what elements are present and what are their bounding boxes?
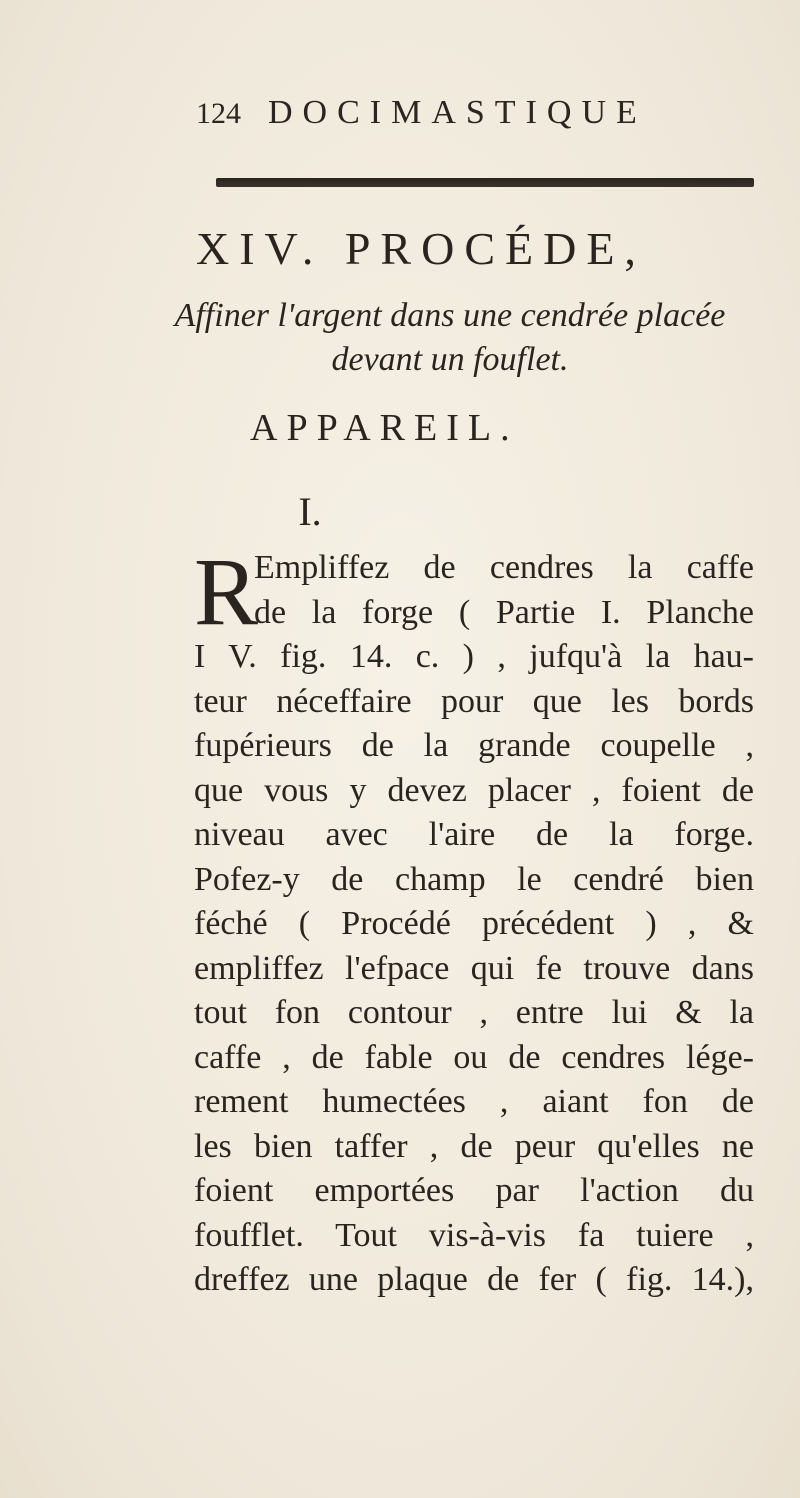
- text-line: caffe , de fable ou de cendres lége-: [194, 1038, 754, 1076]
- text-line: Empliffez de cendres la caffe: [254, 549, 754, 586]
- text-line: de la forge ( Partie I. Planche: [254, 593, 754, 631]
- subtitle-line: devant un fouflet.: [331, 341, 569, 378]
- text-line: féché ( Procédé précédent ) , &: [194, 905, 754, 942]
- text-line: fupérieurs de la grande coupelle ,: [194, 727, 754, 764]
- appareil-heading: APPAREIL.: [250, 407, 519, 449]
- running-title: DOCIMASTIQUE: [268, 94, 647, 131]
- text-line: foufflet. Tout vis-à-vis fa tuiere ,: [194, 1216, 754, 1254]
- subtitle-line: Affiner l'argent dans une cendrée placée: [174, 297, 726, 334]
- running-head: [196, 86, 756, 133]
- body-text: [194, 538, 754, 1303]
- text-line: niveau avec l'aire de la forge.: [194, 816, 754, 853]
- header-rule: [216, 178, 754, 187]
- paragraph-number: I.: [298, 489, 322, 534]
- text-line: empliffez l'efpace qui fe trouve dans: [194, 949, 754, 987]
- text-line: tout fon contour , entre lui & la: [194, 994, 754, 1031]
- text-line: que vous y devez placer , foient de: [194, 771, 754, 809]
- text-line: les bien taffer , de peur qu'elles ne: [194, 1127, 754, 1165]
- text-line: rement humectées , aiant fon de: [194, 1083, 754, 1120]
- text-line: Pofez-y de champ le cendré bien: [194, 860, 754, 898]
- text-line: teur néceffaire pour que les bords: [194, 682, 754, 720]
- text-line: dreffez une plaque de fer ( fig. 14.),: [194, 1261, 754, 1298]
- drop-cap: R: [194, 538, 259, 645]
- section-title: XIV. PROCÉDE,: [196, 223, 646, 274]
- text-line: foient emportées par l'action du: [194, 1172, 754, 1209]
- section-subtitle: [160, 294, 740, 382]
- text-line: I V. fig. 14. c. ) , jufqu'à la hau-: [194, 638, 754, 675]
- page-number: 124: [196, 97, 241, 130]
